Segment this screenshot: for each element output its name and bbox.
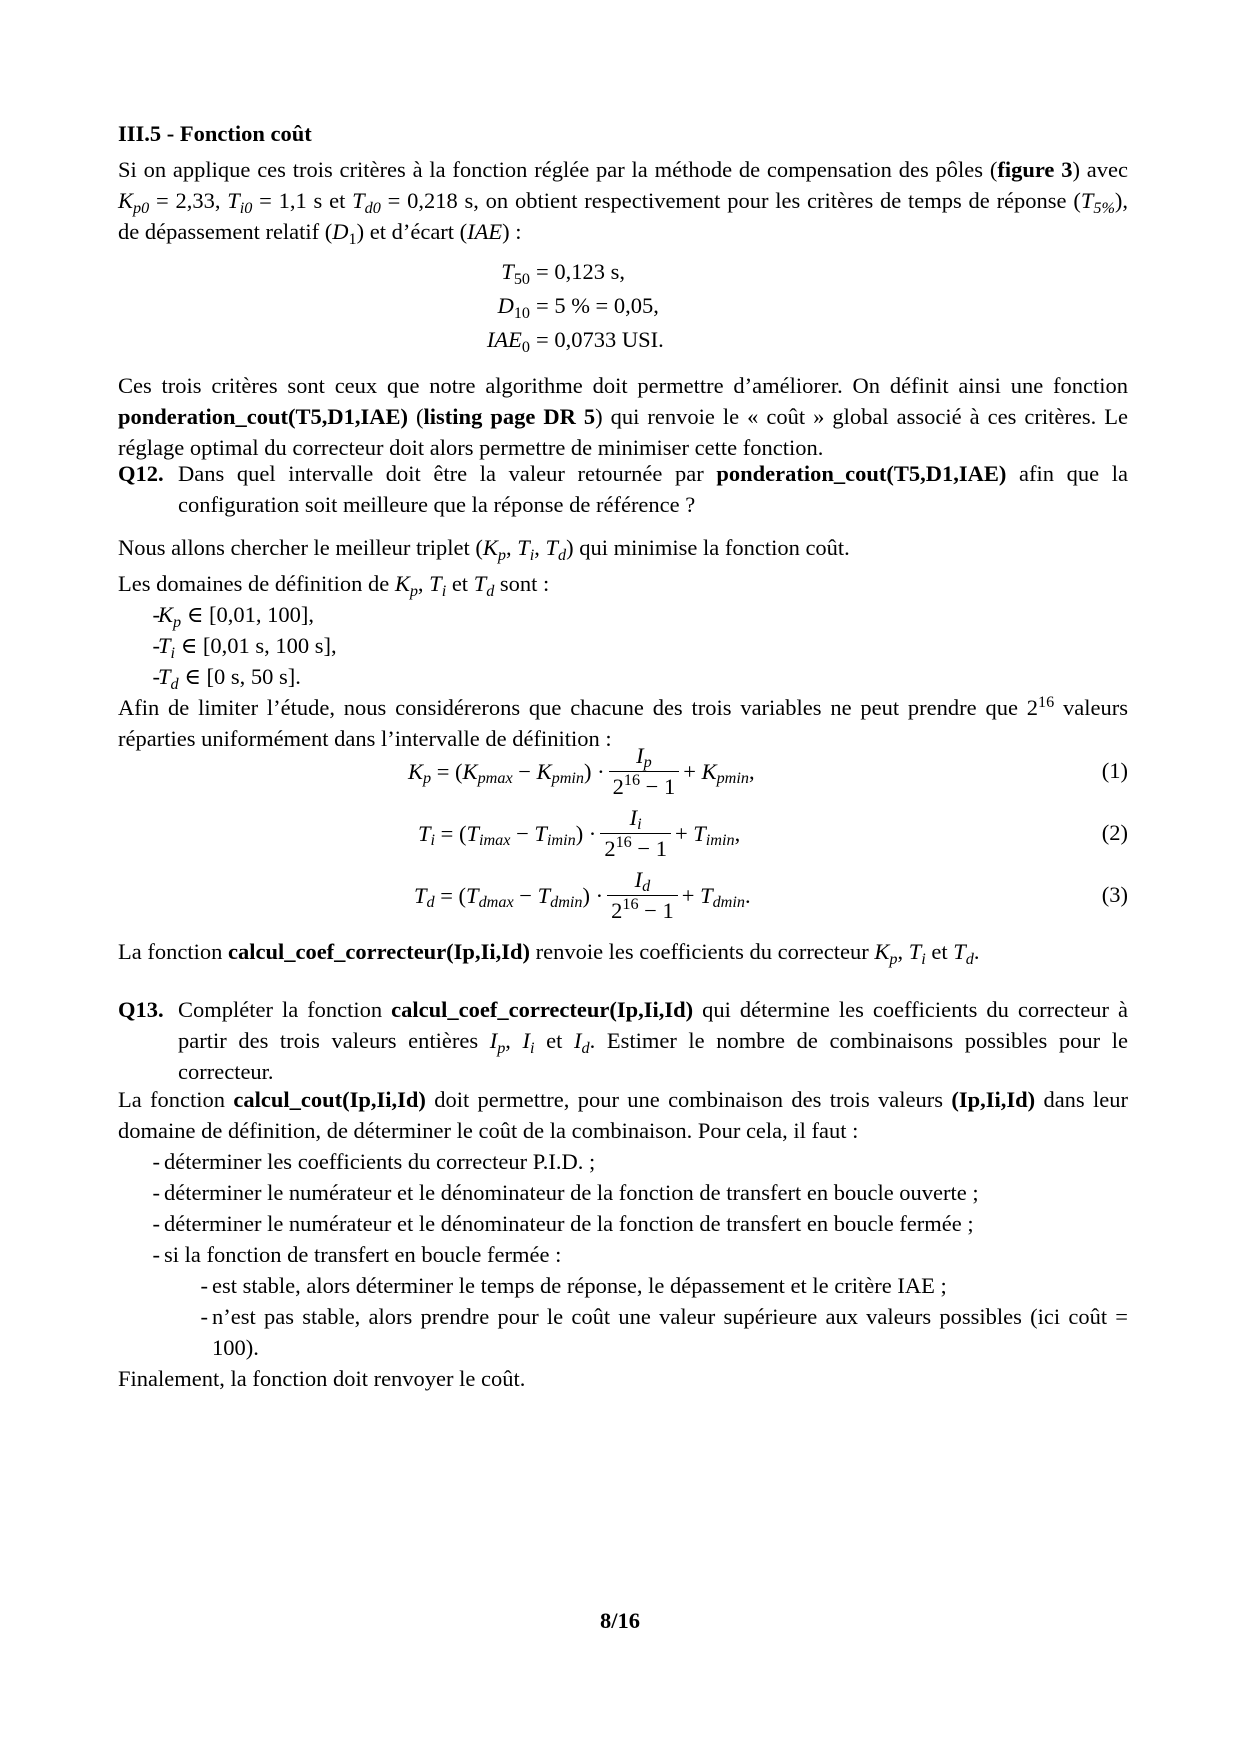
equation-kp: $K_p = (K_{pmax} - K_{pmin})$ · $\frac{I_p}{2^{16} - 1}$ + $K_{pmin}$, [408, 742, 755, 799]
d1-value: = 5 % = 0,05, [536, 293, 659, 318]
t5-symbol: $T_{50}$ [501, 259, 530, 288]
list-item: - déterminer le numérateur et le dénominateur de la fonction de transfert en boucle ouverte ; [118, 1177, 1128, 1208]
domains-intro: Les domaines de définition de $K_p$, $T_i$ et $T_d$ sont : [118, 571, 550, 600]
domain-ti: - $T_i$ ∈ [0,01 s, 100 s], [118, 630, 1128, 661]
limit-paragraph: Afin de limiter l’étude, nous considérerons que chacune des trois variables ne peut prendre que $2^{16}$ valeurs réparties uniformément dans l’intervalle de définition : [118, 692, 1128, 751]
triplet-sentence: Nous allons chercher le meilleur triplet ($K_p$, $T_i$, $T_d$) qui minimise la fonction coût. [118, 535, 850, 564]
d1-symbol: $D_{10}$ [497, 293, 530, 322]
domain-kp: - $K_p$ ∈ [0,01, 100], [118, 599, 1128, 630]
question-q12: Q12. Dans quel intervalle doit être la valeur retournée par ponderation_cout(T5,D1,IAE) afin que la configuration soit meilleure que la réponse de référence ? [118, 461, 1128, 517]
equation-number-1: (1) [1101, 758, 1128, 783]
calcul-cout-paragraph: La fonction calcul_cout(Ip,Ii,Id) doit permettre, pour une combinaison des trois valeurs (Ip,Ii,Id) dans leur domaine de définition, de déterminer le coût de la combinaison. Pour cela, il faut : [118, 1087, 1128, 1143]
coef-function-sentence: La fonction calcul_coef_correcteur(Ip,Ii,Id) renvoie les coefficients du correcteur $K_p$, $T_i$ et $T_d$. [118, 939, 980, 968]
equation-number-3: (3) [1101, 882, 1128, 907]
equation-number-2: (2) [1101, 820, 1128, 845]
cost-paragraph: Ces trois critères sont ceux que notre algorithme doit permettre d’améliorer. On définit ainsi une fonction ponderation_cout(T5,D1,IAE) (listing page DR 5) qui renvoie le « coût » global associé à ces critères. Le réglage optimal du correcteur doit alors permettre de minimiser cette fonction. [118, 373, 1128, 460]
list-item: - déterminer les coefficients du correcteur P.I.D. ; [118, 1146, 1128, 1177]
substeps-list [118, 1270, 1128, 1363]
list-item: - si la fonction de transfert en boucle fermée : [118, 1239, 1128, 1270]
list-item: - déterminer le numérateur et le dénominateur de la fonction de transfert en boucle fermée ; [118, 1208, 1128, 1239]
domain-td: - $T_d$ ∈ [0 s, 50 s]. [118, 661, 1128, 692]
domains-block [118, 568, 1128, 692]
t5-value: = 0,123 s, [536, 259, 625, 284]
intro-paragraph: Si on applique ces trois critères à la fonction réglée par la méthode de compensation des pôles (figure 3) avec $K_{p0} = 2,33$, $T_{i0} = 1,1$ s et $T_{d0} = 0,218$ s, on obtient respectivement pour les critères de temps de réponse $(T_{5\%})$, de dépassement relatif $(D_1)$ et d’écart (IAE) : [118, 157, 1129, 248]
equation-td: $T_d = (T_{dmax} - T_{dmin})$ · $\frac{I_d}{2^{16} - 1}$ + $T_{dmin}$. [414, 866, 751, 923]
iae-value: = 0,0733 USI. [536, 327, 664, 352]
list-item: - n’est pas stable, alors prendre pour le coût une valeur supérieure aux valeurs possibles (ici coût = 100). [118, 1301, 1128, 1363]
equation-ti: $T_i = (T_{imax} - T_{imin})$ · $\frac{I_i}{2^{16} - 1}$ + $T_{imin}$, [418, 804, 741, 861]
section-heading: III.5 - Fonction coût [118, 121, 312, 146]
list-item: - est stable, alors déterminer le temps de réponse, le dépassement et le critère IAE ; [118, 1270, 1128, 1301]
final-sentence: Finalement, la fonction doit renvoyer le coût. [118, 1366, 526, 1391]
iae-symbol: $IAE_0$ [486, 327, 530, 356]
question-q13: Q13. Compléter la fonction calcul_coef_correcteur(Ip,Ii,Id) qui détermine les coefficients du correcteur à partir des trois valeurs entières $I_p$, $I_i$ et $I_d$. Estimer le nombre de combinaisons possibles pour le correcteur. [118, 997, 1129, 1084]
page-number: 8/16 [599, 1608, 640, 1633]
steps-list [118, 1146, 1128, 1270]
calcul-cout-block [118, 1084, 1128, 1394]
